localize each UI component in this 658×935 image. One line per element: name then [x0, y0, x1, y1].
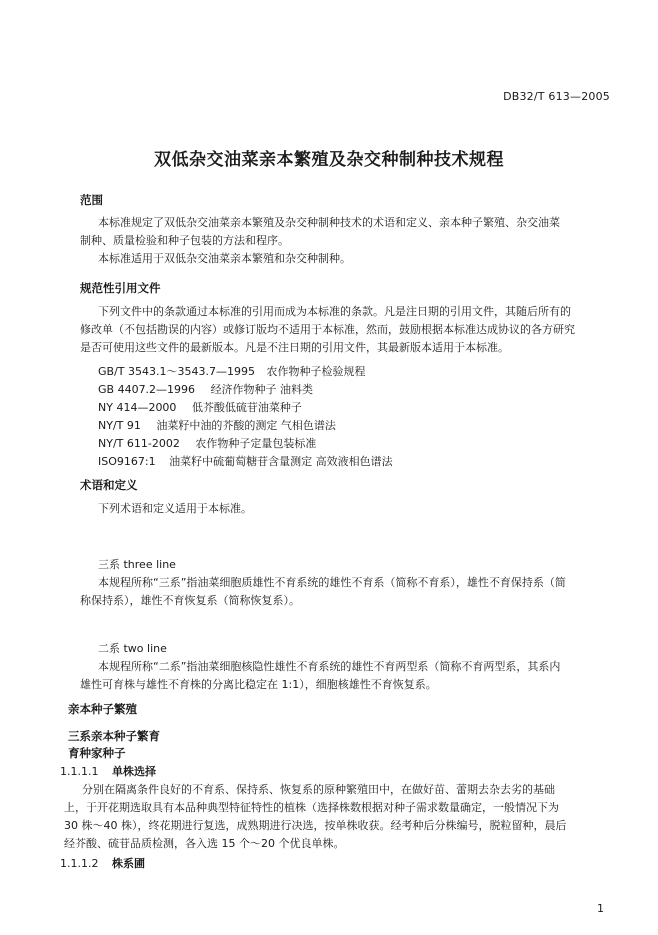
clause-number: 1.1.1.1 — [60, 765, 99, 778]
section-heading-scope: 范围 — [80, 193, 103, 207]
reference-code: ISO9167:1 — [98, 455, 156, 468]
reference-code: NY/T 611-2002 — [98, 437, 180, 450]
reference-item — [98, 417, 336, 433]
document-title: 双低杂交油菜亲本繁殖及杂交种制种技术规程 — [154, 150, 504, 170]
scope-paragraph-line: 制种、质量检验和种子包装的方法和程序。 — [80, 234, 289, 247]
clause-title: 株系圃 — [111, 857, 145, 870]
reference-title: 油菜籽中硫葡萄糖苷含量测定 高效液相色谱法 — [169, 455, 393, 468]
reference-title: 经济作物种子 油料类 — [210, 383, 314, 396]
normref-paragraph-line: 是否可使用这些文件的最新版本。凡是不注日期的引用文件，其最新版本适用于本标准。 — [80, 341, 509, 354]
clause-title: 单株选择 — [111, 765, 156, 778]
reference-code: GB/T 3543.1～3543.7—1995 — [98, 365, 255, 378]
clause-paragraph-line: 上，于开花期选取具有本品种典型特征特性的植株（选择株数根据对种子需求数量确定，一般情况下为 — [64, 801, 559, 814]
reference-code: NY/T 91 — [98, 419, 141, 432]
scope-paragraph-line: 本标准适用于双低杂交油菜亲本繁殖和杂交种制种。 — [98, 252, 351, 265]
reference-item — [98, 453, 393, 469]
reference-item — [98, 435, 316, 451]
reference-item — [98, 381, 313, 397]
section-heading-parent-seed: 亲本种子繁殖 — [68, 702, 137, 716]
section-heading-terms: 术语和定义 — [80, 478, 138, 492]
subsection-heading-breeder-seed: 育种家种子 — [68, 746, 126, 760]
reference-title: 农作物种子定量包装标准 — [195, 437, 317, 450]
terms-intro: 下列术语和定义适用于本标准。 — [98, 502, 252, 515]
clause-heading-1112 — [60, 855, 145, 871]
scope-paragraph-line: 本标准规定了双低杂交油菜亲本繁殖及杂交种制种技术的术语和定义、亲本种子繁殖、杂交油菜 — [98, 216, 560, 229]
reference-title: 油菜籽中油的芥酸的测定 气相色谱法 — [156, 419, 336, 432]
term-heading-three-line: 三系 three line — [98, 558, 176, 571]
subsection-heading-three-line: 三系亲本种子繁育 — [68, 729, 160, 743]
reference-code: GB 4407.2—1996 — [98, 383, 196, 396]
reference-title: 低芥酸低硫苷油菜种子 — [191, 401, 302, 414]
term-definition-line: 雄性可育株与雄性不育株的分离比稳定在 1:1），细胞核雄性不育恢复系。 — [80, 678, 437, 691]
term-heading-two-line: 二系 two line — [98, 642, 167, 655]
clause-paragraph-line: 经芥酸、硫苷品质检测，各入选 15 个～20 个优良单株。 — [64, 837, 345, 850]
reference-code: NY 414—2000 — [98, 401, 177, 414]
term-definition-line: 本规程所称“三系”指油菜细胞质雄性不育系统的雄性不育系（简称不育系），雄性不育保持系（简 — [98, 576, 566, 589]
normref-paragraph-line: 下列文件中的条款通过本标准的引用而成为本标准的条款。凡是注日期的引用文件，其随后所有的 — [98, 305, 571, 318]
clause-paragraph-line: 30 株～40 株），终花期进行复选，成熟期进行决选，按单株收获。经考种后分株编号，脱粒留种，晨后 — [64, 819, 567, 832]
clause-number: 1.1.1.2 — [60, 857, 99, 870]
clause-paragraph-line: 分别在隔离条件良好的不育系、保持系、恢复系的原种繁殖田中，在做好苗、蕾期去杂去劣的基础 — [82, 783, 555, 796]
reference-item — [98, 363, 365, 379]
reference-title: 农作物种子检验规程 — [266, 365, 366, 378]
clause-heading-1111 — [60, 763, 156, 779]
term-definition-line: 称保持系），雄性不育恢复系（简称恢复系）。 — [80, 594, 300, 607]
term-definition-line: 本规程所称“二系”指油菜细胞核隐性雄性不育系统的雄性不育两型系（简称不育两型系，其系内 — [98, 660, 561, 673]
standard-code: DB32/T 613—2005 — [503, 90, 610, 103]
reference-item — [98, 399, 302, 415]
section-heading-normative-references: 规范性引用文件 — [80, 281, 161, 295]
page-number: 1 — [597, 902, 604, 915]
normref-paragraph-line: 修改单（不包括勘误的内容）或修订版均不适用于本标准，然而，鼓励根据本标准达成协议的各方研究 — [80, 323, 575, 336]
